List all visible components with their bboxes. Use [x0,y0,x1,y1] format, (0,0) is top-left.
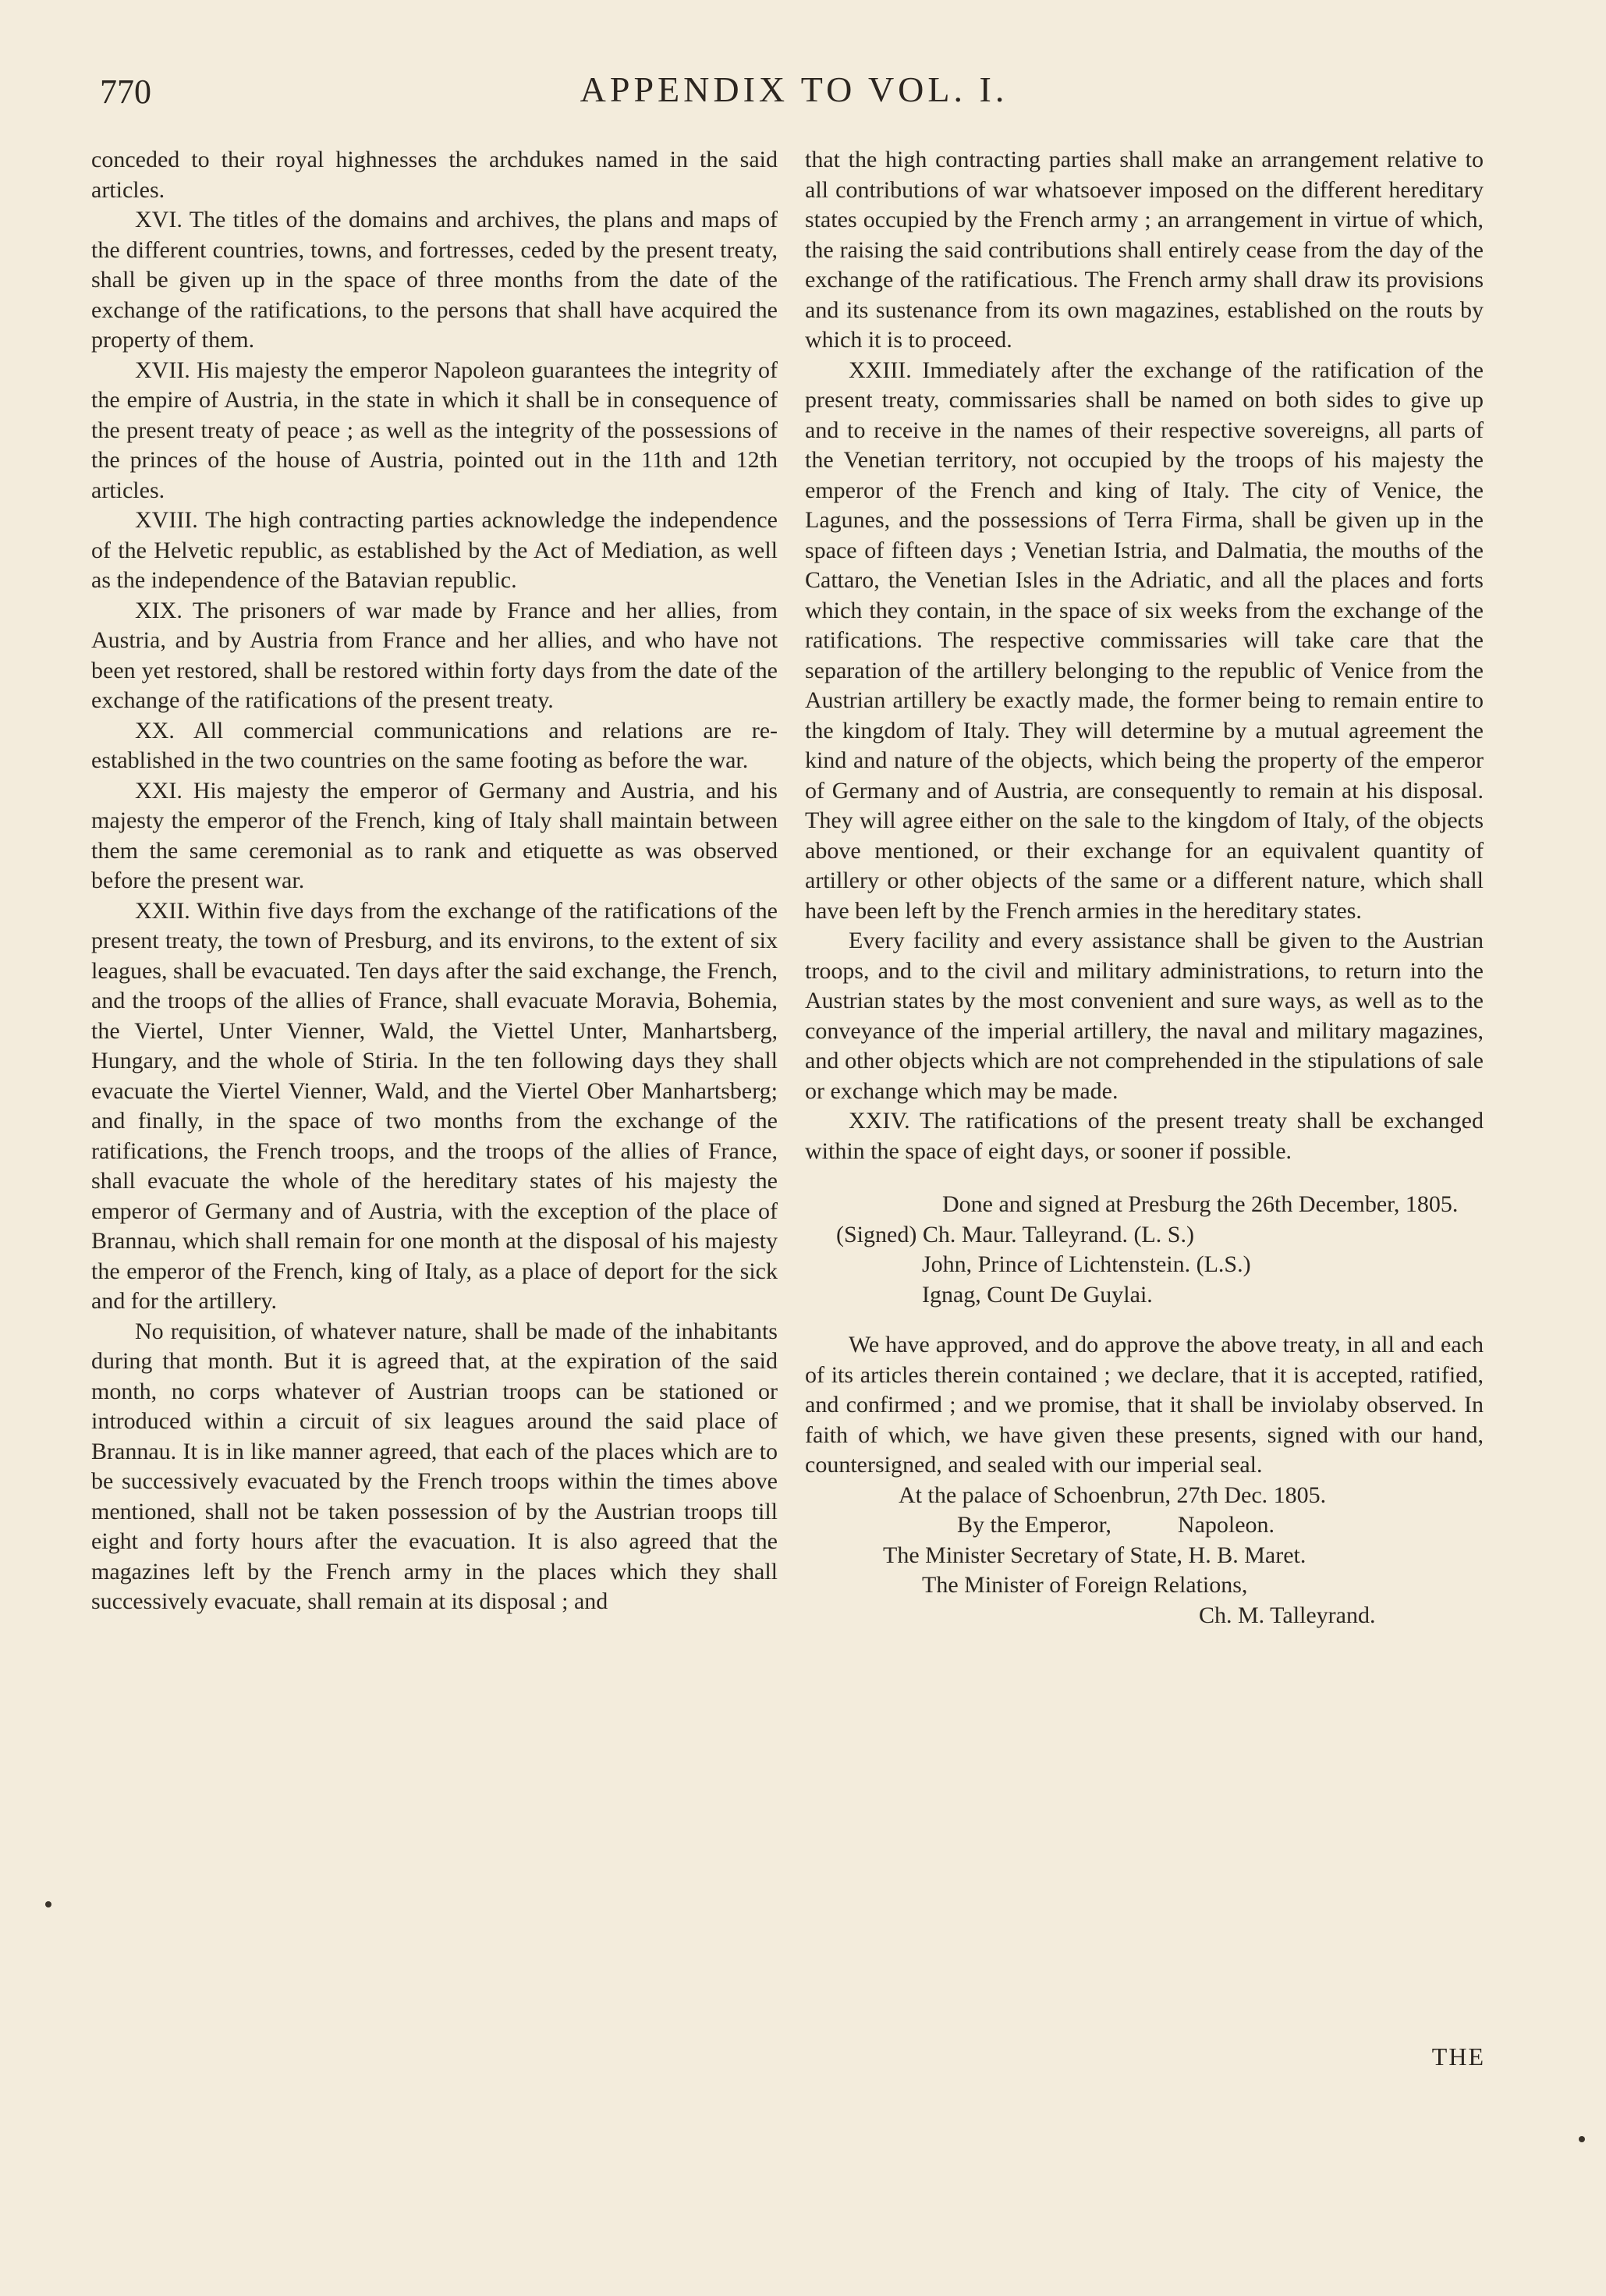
emperor-name: Napoleon. [1177,1512,1275,1538]
signature-lichtenstein: John, Prince of Lichtenstein. (L.S.) [922,1251,1251,1277]
article-xxiv: XXIV. The ratifications of the present treaty shall be exchanged within the space of eight days, or sooner if possible. [805,1108,1484,1164]
paragraph: that the high contracting parties shall make an arrangement relative to all contributions of war whatsoever imposed on the different hereditary states occupied by the French army ; an arrangement in virtue of which, the raising the said contributions shall entirely cease from the day of the exchange of the ratificatious. The French army shall draw its provisions and its sustenance from its own magazines, established on the routs by which it is to proceed. [805,147,1484,353]
by-the-emperor-line [805,1510,1484,1541]
ink-speck [1579,2136,1585,2142]
signature-talleyrand: (Signed) Ch. Maur. Talleyrand. (L. S.) [836,1221,1194,1247]
minister-secretary-state: The Minister Secretary of State, H. B. Maret. [883,1542,1306,1568]
paragraph: conceded to their royal highnesses the archdukes named in the said articles. [91,147,778,203]
paragraph: No requisition, of whatever nature, shall be made of the inhabitants during that month. But it is agreed that, at the expiration of the said month, no corps whatever of Austrian troops can be stationed or introduced within a circuit of six leagues around the said place of Brannau. It is in like manner agreed, that each of the places which are to be successively evacuated by the French troops within the times above mentioned, shall not be taken possession of by the Austrian troops till eight and forty hours after the evacuation. It is also agreed that the magazines left by the French army in the places which they shall successively evacuate, shall remain at its disposal ; and [91,1318,778,1614]
minister-foreign-relations: The Minister of Foreign Relations, [922,1572,1248,1598]
article-xxi: XXI. His majesty the emperor of Germany and Austria, and his majesty the emperor of the French, king of Italy shall maintain between them the same ceremonial as to rank and etiquette as was observed before the present war. [91,777,778,893]
ratification-text: We have approved, and do approve the above treaty, in all and each of its articles therein contained ; we declare, that it is accepted, ratified, and confirmed ; and we promise, that it shall be inviolaby observed. In faith of which, we have given these presents, signed with our hand, countersigned, and sealed with our imperial seal. [805,1332,1484,1478]
right-column [805,145,1484,1631]
catchword: THE [1431,2042,1485,2071]
paragraph: Every facility and every assistance shall be given to the Austrian troops, and to the civil and military administrations, to return into the Austrian states by the most convenient and sure ways, as well as to the conveyance of the imperial artillery, the naval and military magazines, and other objects which are not comprehended in the stipulations of sale or exchange which may be made. [805,928,1484,1104]
article-xix: XIX. The prisoners of war made by France and her allies, from Austria, and by Austria from France and her allies, and who have not been yet restored, shall be restored within forty days from the date of the exchange of the ratifications of the present treaty. [91,597,778,713]
article-xviii: XVIII. The high contracting parties acknowledge the independence of the Helvetic republic, as established by the Act of Mediation, as well as the independence of the Batavian republic. [91,507,778,593]
article-xvii: XVII. His majesty the emperor Napoleon guarantees the integrity of the empire of Austria, in the state in which it shall be in consequence of the present treaty of peace ; as well as the integrity of the possessions of the princes of the house of Austria, pointed out in the 11th and 12th articles. [91,357,778,503]
signature-guylai: Ignag, Count De Guylai. [922,1281,1153,1308]
article-xx: XX. All commercial communications and relations are re-established in the two countries on the same footing as before the war. [91,717,778,773]
page-header [100,69,1488,123]
foreign-minister-name: Ch. M. Talleyrand. [1199,1602,1376,1628]
page-number: 770 [100,73,151,111]
signing-block [805,1190,1484,1310]
signing-date: Done and signed at Presburg the 26th December, 1805. [942,1191,1459,1217]
ratification-block [805,1330,1484,1631]
running-head: APPENDIX TO VOL. I. [580,69,1009,109]
left-column [91,145,778,1617]
ratification-place-date: At the palace of Schoenbrun, 27th Dec. 1805. [899,1482,1327,1508]
ink-speck [45,1901,51,1907]
article-xvi: XVI. The titles of the domains and archives, the plans and maps of the different countries, towns, and fortresses, ceded by the present treaty, shall be given up in the space of three months from the date of the exchange of the ratifications, to the persons that shall have acquired the property of them. [91,207,778,353]
by-the-emperor-label: By the Emperor, [957,1512,1111,1538]
article-xxiii: XXIII. Immediately after the exchange of the ratification of the present treaty, commissaries shall be named on both sides to give up and to receive in the names of their respective sovereigns, all parts of the Venetian territory, not occupied by the troops of his majesty the emperor of the French and king of Italy. The city of Venice, the Lagunes, and the possessions of Terra Firma, shall be given up in the space of fifteen days ; Venetian Istria, and Dalmatia, the mouths of the Cattaro, the Venetian Isles in the Adriatic, and all the places and forts which they contain, in the space of six weeks from the exchange of the ratifications. The respective commissaries will take care that the separation of the artillery belonging to the republic of Venice from the Austrian artillery be exactly made, the former being to remain entire to the kingdom of Italy. They will determine by a mutual agreement the kind and nature of the objects, which being the property of the emperor of Germany and of Austria, are consequently to remain at his disposal. They will agree either on the sale to the kingdom of Italy, of the objects above mentioned, or their exchange for an equivalent quantity of artillery or other objects of the same or a different nature, which shall have been left by the French armies in the hereditary states. [805,357,1484,924]
article-xxii: XXII. Within five days from the exchange of the ratifications of the present treaty, the town of Presburg, and its environs, to the extent of six leagues, shall be evacuated. Ten days after the said exchange, the French, and the troops of the allies of France, shall evacuate Moravia, Bohemia, the Viertel, Unter Vienner, Wald, the Viettel Unter, Manhartsberg, Hungary, and the whole of Stiria. In the ten following days they shall evacuate the Viertel Vienner, Wald, and the Viertel Ober Manhartsberg; and finally, in the space of two months from the exchange of the ratifications, the French troops, and the troops of the allies of France, shall evacuate the whole of the hereditary states of his majesty the emperor of Germany and of Austria, with the exception of the place of Brannau, which shall remain for one month at the disposal of his majesty the emperor of the French, king of Italy, as a place of deport for the sick and for the artillery. [91,897,778,1314]
